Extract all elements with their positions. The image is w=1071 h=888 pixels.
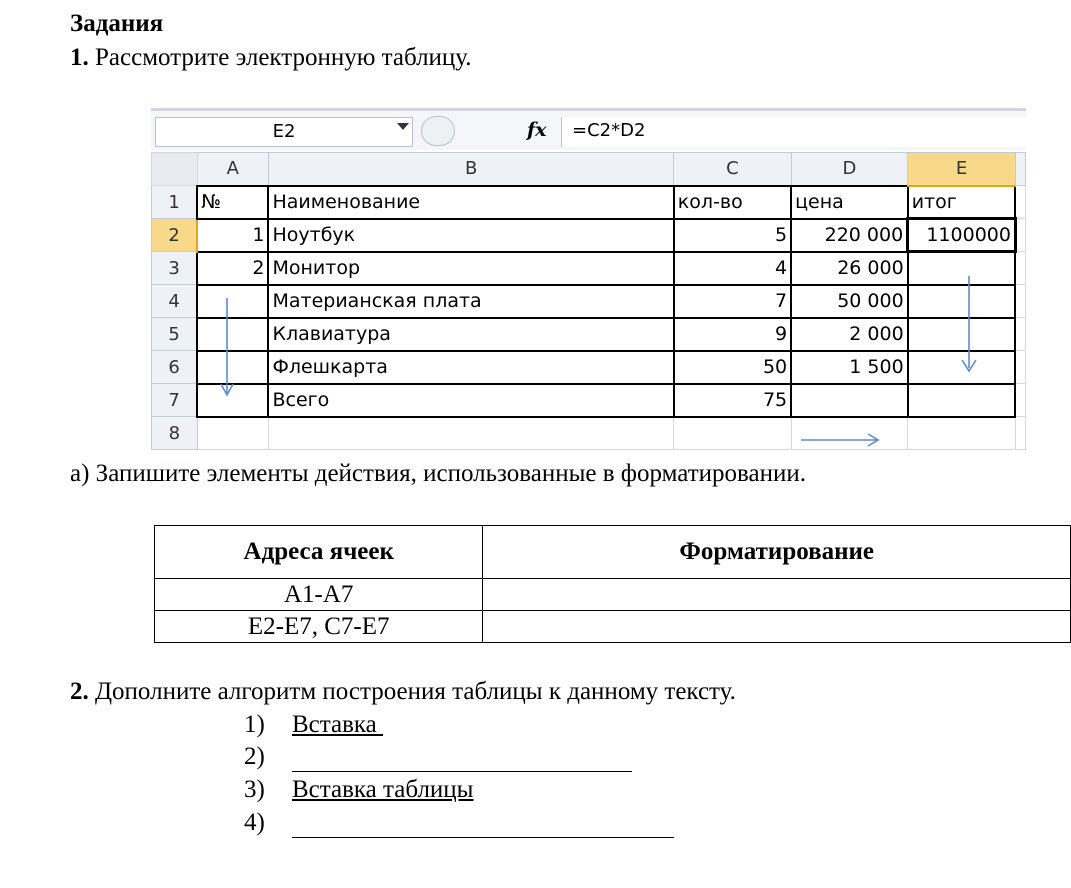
cell-c1[interactable]: кол-во <box>674 186 791 219</box>
cell-e1[interactable]: итог <box>908 186 1016 219</box>
cell-c7[interactable]: 75 <box>674 384 791 417</box>
row-header-6[interactable]: 6 <box>152 351 198 384</box>
answer-blank-line[interactable] <box>292 837 674 838</box>
task2-line <box>70 678 736 706</box>
cell-c2[interactable]: 5 <box>674 219 791 252</box>
task1-line <box>70 44 472 72</box>
cell-d5[interactable]: 2 000 <box>791 318 908 351</box>
fx-icon[interactable]: fx <box>527 119 547 141</box>
answer-blank-line[interactable] <box>292 771 632 772</box>
column-header-e[interactable]: E <box>908 153 1016 186</box>
row-header-8[interactable]: 8 <box>152 417 198 450</box>
cell-c6[interactable]: 50 <box>674 351 791 384</box>
address-cell: E2-E7, C7-E7 <box>155 611 483 643</box>
column-header-a[interactable]: A <box>197 153 268 186</box>
step-text: Вставка <box>292 711 384 738</box>
step-number: 3) <box>244 776 265 803</box>
task1-text: Рассмотрите электронную таблицу. <box>95 44 472 71</box>
step-number: 4) <box>244 809 265 836</box>
cell-b1[interactable]: Наименование <box>268 186 673 219</box>
task1-number: 1. <box>70 44 89 71</box>
column-header-b[interactable]: B <box>268 153 673 186</box>
cell-b2[interactable]: Ноутбук <box>268 219 673 252</box>
name-box[interactable]: E2 <box>155 117 413 147</box>
cell-c5[interactable]: 9 <box>674 318 791 351</box>
task2-text: Дополните алгоритм построения таблицы к данному тексту. <box>95 678 736 705</box>
cell-b3[interactable]: Монитор <box>268 252 673 285</box>
table-row <box>155 611 1071 643</box>
cell-b6[interactable]: Флешкарта <box>268 351 673 384</box>
cell-a1[interactable]: № <box>197 186 268 219</box>
column-header-d[interactable]: D <box>791 153 908 186</box>
formula-input[interactable]: =C2*D2 <box>561 117 1026 147</box>
spreadsheet-screenshot <box>151 108 1026 458</box>
cell-b4[interactable]: Материанская плата <box>268 285 673 318</box>
row-header-2[interactable]: 2 <box>152 219 198 252</box>
address-cell: A1-A7 <box>155 579 483 611</box>
cell-a3[interactable]: 2 <box>197 252 268 285</box>
arrow-down-column-a-icon <box>221 298 233 395</box>
step-text: Вставка таблицы <box>292 776 474 803</box>
column-header-c[interactable]: C <box>674 153 791 186</box>
cell-e2-active[interactable]: 1100000 <box>908 219 1016 252</box>
cell-d4[interactable]: 50 000 <box>791 285 908 318</box>
cell-b5[interactable]: Клавиатура <box>268 318 673 351</box>
row-header-5[interactable]: 5 <box>152 318 198 351</box>
cell-c4[interactable]: 7 <box>674 285 791 318</box>
cell-d6[interactable]: 1 500 <box>791 351 908 384</box>
step-number: 2) <box>244 743 265 770</box>
cell-d3[interactable]: 26 000 <box>791 252 908 285</box>
row-header-4[interactable]: 4 <box>152 285 198 318</box>
task2-number: 2. <box>70 678 89 705</box>
cell-c3[interactable]: 4 <box>674 252 791 285</box>
annotation-arrows <box>151 108 1026 458</box>
row-header-3[interactable]: 3 <box>152 252 198 285</box>
step-number: 1) <box>244 711 265 738</box>
header-formatting: Форматирование <box>483 526 1071 579</box>
cell-d2[interactable]: 220 000 <box>791 219 908 252</box>
formatting-table <box>154 525 1071 643</box>
row-header-7[interactable]: 7 <box>152 384 198 417</box>
cell-b7[interactable]: Всего <box>268 384 673 417</box>
cell-a2[interactable]: 1 <box>197 219 268 252</box>
task-a-text: а) Запишите элементы действия, использованные в форматировании. <box>70 460 806 487</box>
table-row <box>155 579 1071 611</box>
page-heading: Задания <box>70 10 164 37</box>
arrow-right-row-8-icon <box>801 434 878 446</box>
cell-d1[interactable]: цена <box>791 186 908 219</box>
header-cell-addresses: Адреса ячеек <box>155 526 483 579</box>
formatting-answer-cell[interactable] <box>483 579 1071 611</box>
row-header-1[interactable]: 1 <box>152 186 198 219</box>
arrow-down-column-e-icon <box>962 276 976 371</box>
formatting-answer-cell[interactable] <box>483 611 1071 643</box>
